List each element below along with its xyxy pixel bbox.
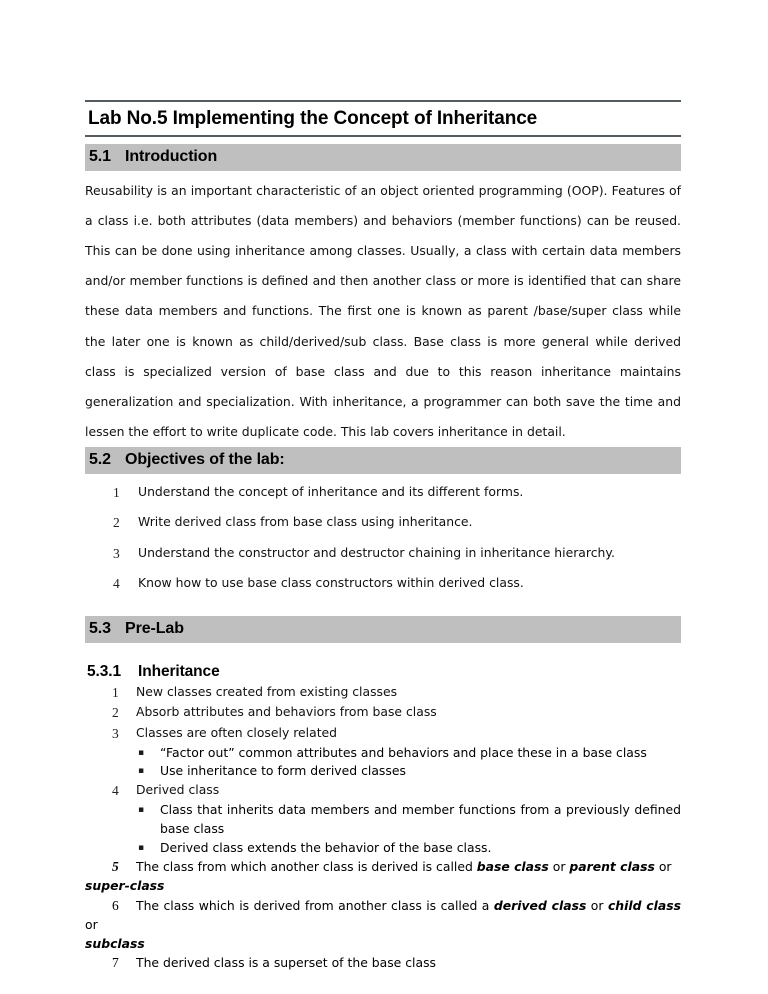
list-item xyxy=(85,513,681,533)
list-marker: 6 xyxy=(112,898,119,914)
list-item xyxy=(85,781,681,801)
list-item xyxy=(85,574,681,594)
page-content xyxy=(85,100,681,974)
list-marker: 5 xyxy=(112,859,119,875)
list-item-text: Classes are often closely related xyxy=(136,724,338,740)
section-title-objectives: Objectives of the lab: xyxy=(125,451,285,469)
list-item xyxy=(85,544,681,564)
item-5-post: or xyxy=(654,859,672,875)
list-item-text: New classes created from existing classes xyxy=(136,684,398,700)
list-item xyxy=(85,703,681,723)
item-6-pre: The class which is derived from another class is called a xyxy=(136,898,494,914)
subsection-heading-inheritance xyxy=(85,661,681,683)
item-6-continuation: subclass xyxy=(85,935,145,951)
list-item xyxy=(85,839,681,858)
term-base-class: base class xyxy=(476,859,549,875)
item-6-post: or xyxy=(85,917,98,933)
document-title-block xyxy=(85,100,681,137)
section-heading-objectives xyxy=(85,447,681,474)
item-5-continuation: super-class xyxy=(85,878,165,894)
term-child-class: child class xyxy=(607,898,681,914)
list-item-text: Use inheritance to form derived classes xyxy=(160,763,406,779)
list-marker: 4 xyxy=(113,575,120,591)
list-item xyxy=(85,683,681,703)
section-title-introduction: Introduction xyxy=(125,147,218,165)
section-title-prelab: Pre-Lab xyxy=(125,620,184,638)
item-6-mid: or xyxy=(586,898,608,914)
list-marker: 2 xyxy=(112,705,119,721)
list-item xyxy=(85,762,681,781)
list-marker: 7 xyxy=(112,955,119,971)
list-marker: 4 xyxy=(112,783,119,799)
section-heading-introduction xyxy=(85,144,681,171)
subsection-number-inheritance: 5.3.1 xyxy=(87,663,121,681)
inheritance-list-item-4 xyxy=(85,781,681,801)
list-marker: 1 xyxy=(112,685,119,701)
list-item-text: Know how to use base class constructors within derived class. xyxy=(138,574,524,590)
inheritance-item-5 xyxy=(85,857,681,877)
list-item-text: Write derived class from base class using inheritance. xyxy=(138,514,473,530)
inheritance-sublist-3 xyxy=(85,744,681,781)
square-bullet-icon: ▪ xyxy=(138,747,145,758)
term-derived-class: derived class xyxy=(493,898,587,914)
item-5-pre: The class from which another class is derived is called xyxy=(136,859,477,875)
page-title: Lab No.5 Implementing the Concept of Inheritance xyxy=(88,108,538,129)
list-item-text: Understand the concept of inheritance and its different forms. xyxy=(138,484,524,500)
list-item xyxy=(85,801,681,838)
list-item xyxy=(85,744,681,763)
square-bullet-icon: ▪ xyxy=(138,842,145,853)
section-number-introduction: 5.1 xyxy=(89,147,111,165)
list-marker: 2 xyxy=(113,515,120,531)
introduction-paragraph: Reusability is an important characteristic of an object oriented programming (OOP). Features of a class i.e. both attributes (data members) and behaviors (member functions) can be reused. This can be done using inheritance among classes. Usually, a class with certain data members and/or member functions is defined and then another class or more is identified that can share these data members and functions. The first one is known as parent /base/super class while the later one is known as child/derived/sub class. Base class is more general while derived class is specialized version of base class and due to this reason inheritance maintains generalization and specialization. With inheritance, a programmer can both save the time and lessen the effort to write duplicate code. This lab covers inheritance in detail. xyxy=(85,182,681,439)
inheritance-item-7 xyxy=(85,953,681,973)
item-7-text: The derived class is a superset of the base class xyxy=(136,955,436,971)
inheritance-item-6 xyxy=(85,896,681,935)
inheritance-list xyxy=(85,683,681,744)
section-number-objectives: 5.2 xyxy=(89,451,111,469)
objectives-list xyxy=(85,483,681,594)
section-number-prelab: 5.3 xyxy=(89,620,111,638)
section-heading-prelab xyxy=(85,616,681,643)
list-item xyxy=(85,483,681,503)
list-marker: 3 xyxy=(113,545,120,561)
list-item-text: Class that inherits data members and member functions from a previously defined base class xyxy=(160,802,681,836)
inheritance-sublist-4 xyxy=(85,801,681,857)
list-item-text: Absorb attributes and behaviors from base class xyxy=(136,704,437,720)
subsection-title-inheritance: Inheritance xyxy=(138,663,220,681)
list-item xyxy=(85,724,681,744)
item-5-mid: or xyxy=(548,859,570,875)
square-bullet-icon: ▪ xyxy=(138,766,145,777)
term-parent-class: parent class xyxy=(569,859,655,875)
square-bullet-icon: ▪ xyxy=(138,805,145,816)
list-marker: 3 xyxy=(112,725,119,741)
list-item-text: Understand the constructor and destructor chaining in inheritance hierarchy. xyxy=(138,544,615,560)
list-item-text: Derived class xyxy=(136,782,220,798)
list-marker: 1 xyxy=(113,485,120,501)
list-item-text: “Factor out” common attributes and behaviors and place these in a base class xyxy=(160,744,647,760)
list-item-text: Derived class extends the behavior of the base class. xyxy=(160,839,492,855)
